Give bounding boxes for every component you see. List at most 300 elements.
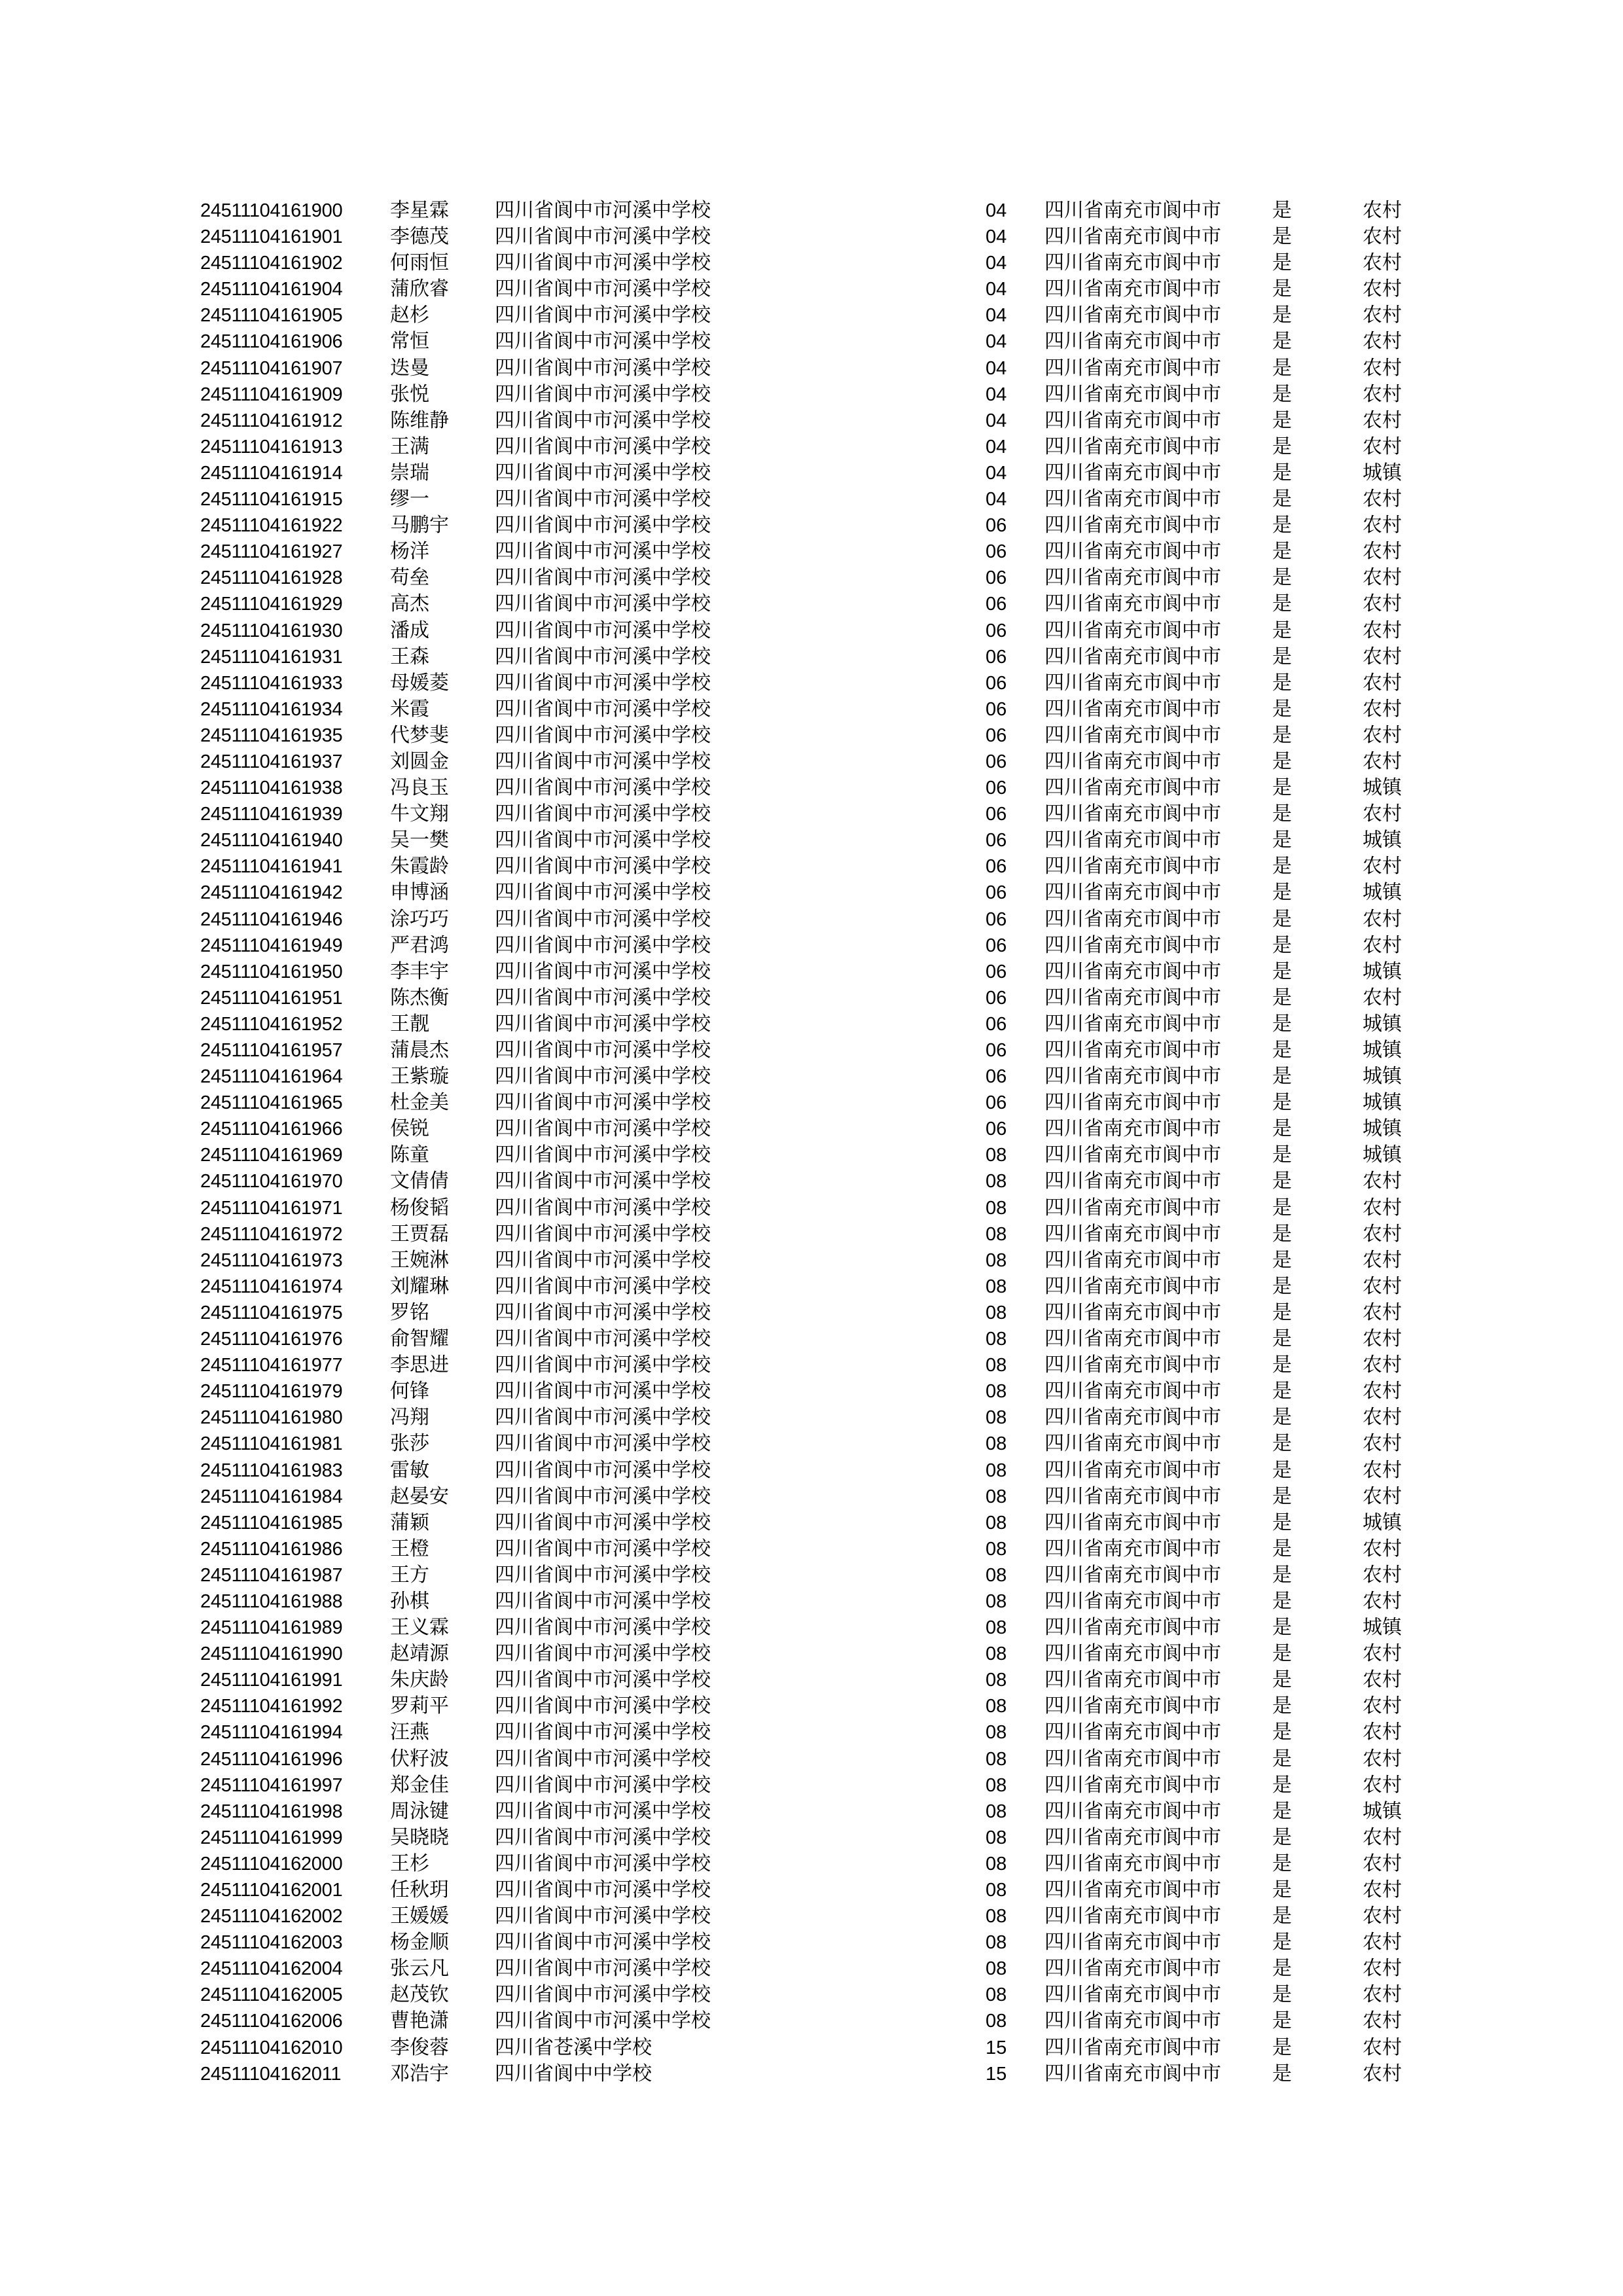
student-name: 杜金美 xyxy=(390,1091,449,1115)
table-row xyxy=(200,1693,1431,1719)
residence-type: 农村 xyxy=(1363,592,1402,616)
residence-type: 农村 xyxy=(1363,1380,1402,1403)
category-code: 06 xyxy=(986,882,1007,904)
student-name: 王方 xyxy=(390,1563,429,1587)
category-code: 08 xyxy=(986,1223,1007,1245)
region: 四川省南充市阆中市 xyxy=(1044,645,1221,668)
eligibility-flag: 是 xyxy=(1272,1931,1292,1954)
table-row xyxy=(200,1929,1431,1956)
residence-type: 农村 xyxy=(1363,1668,1402,1692)
residence-type: 城镇 xyxy=(1363,1117,1402,1141)
eligibility-flag: 是 xyxy=(1272,1406,1292,1429)
student-name: 蒲颖 xyxy=(390,1511,429,1534)
region: 四川省南充市阆中市 xyxy=(1044,671,1221,694)
residence-type: 农村 xyxy=(1363,1721,1402,1744)
eligibility-flag: 是 xyxy=(1272,1170,1292,1193)
student-name: 何雨恒 xyxy=(390,251,449,275)
student-name: 冯良玉 xyxy=(390,776,449,800)
student-name: 马鹏宇 xyxy=(390,514,449,537)
school-name: 四川省阆中市河溪中学校 xyxy=(495,435,711,458)
school-name: 四川省阆中市河溪中学校 xyxy=(495,1432,711,1456)
school-name: 四川省阆中市河溪中学校 xyxy=(495,1354,711,1377)
student-name: 崇瑞 xyxy=(390,461,429,484)
category-code: 06 xyxy=(986,1066,1007,1088)
category-code: 08 xyxy=(986,1984,1007,2006)
student-id: 24511104161951 xyxy=(200,987,343,1009)
student-id: 24511104161928 xyxy=(200,567,343,589)
category-code: 08 xyxy=(986,1827,1007,1848)
residence-type: 农村 xyxy=(1363,225,1402,249)
student-id: 24511104161915 xyxy=(200,489,343,511)
table-row xyxy=(200,1588,1431,1615)
student-name: 何锋 xyxy=(390,1380,429,1403)
school-name: 四川省阆中市河溪中学校 xyxy=(495,1117,711,1141)
school-name: 四川省阆中市河溪中学校 xyxy=(495,645,711,668)
category-code: 06 xyxy=(986,567,1007,589)
category-code: 06 xyxy=(986,646,1007,668)
residence-type: 农村 xyxy=(1363,514,1402,537)
residence-type: 农村 xyxy=(1363,199,1402,222)
category-code: 08 xyxy=(986,1145,1007,1166)
eligibility-flag: 是 xyxy=(1272,1091,1292,1115)
category-code: 06 xyxy=(986,935,1007,956)
table-row xyxy=(200,1510,1431,1536)
school-name: 四川省阆中市河溪中学校 xyxy=(495,1721,711,1744)
region: 四川省南充市阆中市 xyxy=(1044,225,1221,249)
residence-type: 农村 xyxy=(1363,645,1402,668)
category-code: 08 xyxy=(986,1801,1007,1822)
residence-type: 农村 xyxy=(1363,907,1402,931)
student-id: 24511104161927 xyxy=(200,541,343,563)
eligibility-flag: 是 xyxy=(1272,1300,1292,1324)
student-name: 张云凡 xyxy=(390,1957,449,1981)
region: 四川省南充市阆中市 xyxy=(1044,251,1221,275)
school-name: 四川省阆中市河溪中学校 xyxy=(495,933,711,957)
region: 四川省南充市阆中市 xyxy=(1044,592,1221,616)
eligibility-flag: 是 xyxy=(1272,1642,1292,1666)
category-code: 08 xyxy=(986,1722,1007,1744)
student-name: 邓浩宇 xyxy=(390,2062,449,2085)
table-row xyxy=(200,2061,1431,2087)
student-id: 24511104162011 xyxy=(200,2063,342,2085)
eligibility-flag: 是 xyxy=(1272,1458,1292,1482)
student-name: 缪一 xyxy=(390,488,429,511)
student-id: 24511104161989 xyxy=(200,1617,343,1639)
category-code: 06 xyxy=(986,541,1007,563)
table-row xyxy=(200,1851,1431,1877)
school-name: 四川省阆中市河溪中学校 xyxy=(495,1537,711,1560)
region: 四川省南充市阆中市 xyxy=(1044,1878,1221,1901)
school-name: 四川省阆中市河溪中学校 xyxy=(495,1563,711,1587)
school-name: 四川省阆中市河溪中学校 xyxy=(495,592,711,616)
residence-type: 农村 xyxy=(1363,1458,1402,1482)
residence-type: 农村 xyxy=(1363,1327,1402,1351)
student-name: 朱庆龄 xyxy=(390,1668,449,1692)
table-row xyxy=(200,1877,1431,1903)
school-name: 四川省阆中市河溪中学校 xyxy=(495,1274,711,1298)
residence-type: 农村 xyxy=(1363,933,1402,957)
region: 四川省南充市阆中市 xyxy=(1044,1039,1221,1062)
student-id: 24511104161990 xyxy=(200,1643,343,1665)
region: 四川省南充市阆中市 xyxy=(1044,960,1221,983)
region: 四川省南充市阆中市 xyxy=(1044,1852,1221,1875)
student-id: 24511104161985 xyxy=(200,1512,343,1534)
table-row xyxy=(200,1903,1431,1929)
school-name: 四川省阆中市河溪中学校 xyxy=(495,1511,711,1534)
category-code: 08 xyxy=(986,1748,1007,1770)
region: 四川省南充市阆中市 xyxy=(1044,749,1221,773)
category-code: 06 xyxy=(986,672,1007,694)
school-name: 四川省阆中市河溪中学校 xyxy=(495,1300,711,1324)
region: 四川省南充市阆中市 xyxy=(1044,278,1221,301)
student-id: 24511104162003 xyxy=(200,1932,343,1954)
table-row xyxy=(200,1484,1431,1510)
student-id: 24511104161939 xyxy=(200,804,343,825)
student-name: 陈维静 xyxy=(390,408,449,432)
student-name: 俞智耀 xyxy=(390,1327,449,1351)
school-name: 四川省阆中市河溪中学校 xyxy=(495,461,711,484)
eligibility-flag: 是 xyxy=(1272,697,1292,721)
student-id: 24511104161996 xyxy=(200,1748,343,1770)
table-row xyxy=(200,644,1431,670)
eligibility-flag: 是 xyxy=(1272,1616,1292,1640)
eligibility-flag: 是 xyxy=(1272,1274,1292,1298)
region: 四川省南充市阆中市 xyxy=(1044,1537,1221,1560)
residence-type: 农村 xyxy=(1363,1248,1402,1272)
student-id: 24511104161974 xyxy=(200,1276,343,1297)
region: 四川省南充市阆中市 xyxy=(1044,1642,1221,1666)
residence-type: 城镇 xyxy=(1363,1511,1402,1534)
student-name: 王贾磊 xyxy=(390,1222,449,1246)
table-row xyxy=(200,2035,1431,2061)
eligibility-flag: 是 xyxy=(1272,488,1292,511)
student-id: 24511104161957 xyxy=(200,1040,343,1061)
category-code: 08 xyxy=(986,1564,1007,1586)
residence-type: 农村 xyxy=(1363,1773,1402,1797)
residence-type: 农村 xyxy=(1363,1957,1402,1981)
student-id: 24511104161997 xyxy=(200,1774,343,1796)
school-name: 四川省阆中市河溪中学校 xyxy=(495,723,711,747)
student-id: 24511104162005 xyxy=(200,1984,343,2006)
eligibility-flag: 是 xyxy=(1272,1825,1292,1849)
student-name: 朱霞龄 xyxy=(390,855,449,878)
school-name: 四川省阆中市河溪中学校 xyxy=(495,1878,711,1901)
region: 四川省南充市阆中市 xyxy=(1044,435,1221,458)
region: 四川省南充市阆中市 xyxy=(1044,1012,1221,1035)
table-row xyxy=(200,1274,1431,1300)
category-code: 04 xyxy=(986,410,1007,431)
residence-type: 农村 xyxy=(1363,278,1402,301)
eligibility-flag: 是 xyxy=(1272,540,1292,564)
category-code: 08 xyxy=(986,1460,1007,1481)
residence-type: 农村 xyxy=(1363,1852,1402,1875)
category-code: 04 xyxy=(986,357,1007,379)
table-row xyxy=(200,696,1431,723)
region: 四川省南充市阆中市 xyxy=(1044,1432,1221,1456)
school-name: 四川省阆中市河溪中学校 xyxy=(495,566,711,590)
student-id: 24511104161933 xyxy=(200,672,343,694)
student-name: 王义霖 xyxy=(390,1616,449,1640)
table-row xyxy=(200,1064,1431,1090)
eligibility-flag: 是 xyxy=(1272,619,1292,642)
region: 四川省南充市阆中市 xyxy=(1044,1380,1221,1403)
eligibility-flag: 是 xyxy=(1272,1721,1292,1744)
student-name: 侯锐 xyxy=(390,1117,429,1141)
table-row xyxy=(200,670,1431,696)
region: 四川省南充市阆中市 xyxy=(1044,1905,1221,1928)
eligibility-flag: 是 xyxy=(1272,304,1292,327)
category-code: 06 xyxy=(986,987,1007,1009)
eligibility-flag: 是 xyxy=(1272,645,1292,668)
student-id: 24511104161992 xyxy=(200,1696,343,1717)
table-row xyxy=(200,512,1431,539)
category-code: 08 xyxy=(986,1355,1007,1376)
student-name: 李丰宇 xyxy=(390,960,449,983)
table-row xyxy=(200,827,1431,853)
region: 四川省南充市阆中市 xyxy=(1044,1354,1221,1377)
region: 四川省南充市阆中市 xyxy=(1044,723,1221,747)
student-name: 常恒 xyxy=(390,330,429,353)
student-id: 24511104161922 xyxy=(200,515,343,537)
residence-type: 城镇 xyxy=(1363,1616,1402,1640)
eligibility-flag: 是 xyxy=(1272,1957,1292,1981)
student-name: 涂巧巧 xyxy=(390,907,449,931)
student-id: 24511104161931 xyxy=(200,646,343,668)
school-name: 四川省阆中市河溪中学校 xyxy=(495,1484,711,1508)
eligibility-flag: 是 xyxy=(1272,592,1292,616)
region: 四川省南充市阆中市 xyxy=(1044,408,1221,432)
student-name: 王森 xyxy=(390,645,429,668)
category-code: 08 xyxy=(986,2011,1007,2032)
residence-type: 城镇 xyxy=(1363,461,1402,484)
school-name: 四川省阆中市河溪中学校 xyxy=(495,1196,711,1219)
school-name: 四川省阆中市河溪中学校 xyxy=(495,1012,711,1035)
table-row xyxy=(200,1326,1431,1352)
eligibility-flag: 是 xyxy=(1272,723,1292,747)
table-row xyxy=(200,1195,1431,1221)
student-name: 严君鸿 xyxy=(390,933,449,957)
category-code: 04 xyxy=(986,331,1007,353)
category-code: 08 xyxy=(986,1486,1007,1507)
category-code: 08 xyxy=(986,1329,1007,1350)
eligibility-flag: 是 xyxy=(1272,1537,1292,1560)
student-name: 赵靖源 xyxy=(390,1642,449,1666)
student-name: 申博涵 xyxy=(390,881,449,905)
student-id: 24511104161999 xyxy=(200,1827,343,1848)
category-code: 08 xyxy=(986,1512,1007,1534)
category-code: 08 xyxy=(986,1617,1007,1639)
student-id: 24511104161986 xyxy=(200,1538,343,1560)
student-name: 陈杰衡 xyxy=(390,986,449,1009)
residence-type: 农村 xyxy=(1363,2062,1402,2085)
region: 四川省南充市阆中市 xyxy=(1044,1274,1221,1298)
school-name: 四川省阆中市河溪中学校 xyxy=(495,1589,711,1613)
category-code: 08 xyxy=(986,1171,1007,1193)
residence-type: 城镇 xyxy=(1363,1039,1402,1062)
student-name: 孙棋 xyxy=(390,1589,429,1613)
table-row xyxy=(200,434,1431,460)
student-name: 周泳键 xyxy=(390,1799,449,1823)
region: 四川省南充市阆中市 xyxy=(1044,2062,1221,2085)
student-name: 王靓 xyxy=(390,1012,429,1035)
region: 四川省南充市阆中市 xyxy=(1044,933,1221,957)
eligibility-flag: 是 xyxy=(1272,278,1292,301)
category-code: 04 xyxy=(986,305,1007,327)
school-name: 四川省阆中市河溪中学校 xyxy=(495,829,711,852)
category-code: 04 xyxy=(986,436,1007,457)
category-code: 04 xyxy=(986,489,1007,511)
eligibility-flag: 是 xyxy=(1272,907,1292,931)
school-name: 四川省阆中市河溪中学校 xyxy=(495,619,711,642)
school-name: 四川省阆中市河溪中学校 xyxy=(495,1327,711,1351)
category-code: 08 xyxy=(986,1276,1007,1297)
eligibility-flag: 是 xyxy=(1272,986,1292,1009)
eligibility-flag: 是 xyxy=(1272,1773,1292,1797)
region: 四川省南充市阆中市 xyxy=(1044,986,1221,1009)
region: 四川省南充市阆中市 xyxy=(1044,1248,1221,1272)
residence-type: 农村 xyxy=(1363,855,1402,878)
student-name: 张悦 xyxy=(390,382,429,406)
student-id: 24511104161902 xyxy=(200,253,343,274)
student-name: 杨金顺 xyxy=(390,1931,449,1954)
region: 四川省南充市阆中市 xyxy=(1044,1957,1221,1981)
table-row xyxy=(200,1982,1431,2008)
residence-type: 农村 xyxy=(1363,1354,1402,1377)
student-id: 24511104162006 xyxy=(200,2011,343,2032)
residence-type: 农村 xyxy=(1363,2009,1402,2033)
eligibility-flag: 是 xyxy=(1272,1039,1292,1062)
student-name: 曹艳潇 xyxy=(390,2009,449,2033)
residence-type: 农村 xyxy=(1363,1695,1402,1718)
category-code: 08 xyxy=(986,1302,1007,1323)
region: 四川省南充市阆中市 xyxy=(1044,881,1221,905)
table-row xyxy=(200,224,1431,250)
eligibility-flag: 是 xyxy=(1272,1563,1292,1587)
region: 四川省南充市阆中市 xyxy=(1044,1300,1221,1324)
student-id: 24511104161973 xyxy=(200,1249,343,1271)
table-row xyxy=(200,329,1431,355)
student-id: 24511104161979 xyxy=(200,1381,343,1403)
student-name: 郑金佳 xyxy=(390,1773,449,1797)
school-name: 四川省阆中市河溪中学校 xyxy=(495,1616,711,1640)
residence-type: 城镇 xyxy=(1363,960,1402,983)
eligibility-flag: 是 xyxy=(1272,566,1292,590)
school-name: 四川省阆中市河溪中学校 xyxy=(495,1458,711,1482)
table-row xyxy=(200,1352,1431,1378)
student-id: 24511104161937 xyxy=(200,751,343,772)
category-code: 08 xyxy=(986,1433,1007,1455)
eligibility-flag: 是 xyxy=(1272,933,1292,957)
eligibility-flag: 是 xyxy=(1272,1695,1292,1718)
student-id: 24511104161984 xyxy=(200,1486,343,1507)
student-name: 张莎 xyxy=(390,1432,429,1456)
residence-type: 农村 xyxy=(1363,1432,1402,1456)
residence-type: 农村 xyxy=(1363,671,1402,694)
student-id: 24511104161980 xyxy=(200,1407,343,1429)
category-code: 08 xyxy=(986,1407,1007,1429)
student-name: 李思进 xyxy=(390,1354,449,1377)
residence-type: 农村 xyxy=(1363,1274,1402,1298)
residence-type: 城镇 xyxy=(1363,1065,1402,1088)
category-code: 06 xyxy=(986,961,1007,982)
school-name: 四川省阆中中学校 xyxy=(495,2062,652,2085)
table-row xyxy=(200,1799,1431,1825)
student-name: 汪燕 xyxy=(390,1721,429,1744)
table-row xyxy=(200,1667,1431,1693)
region: 四川省南充市阆中市 xyxy=(1044,1799,1221,1823)
eligibility-flag: 是 xyxy=(1272,1117,1292,1141)
region: 四川省南充市阆中市 xyxy=(1044,1170,1221,1193)
eligibility-flag: 是 xyxy=(1272,514,1292,537)
student-id: 24511104161901 xyxy=(200,226,343,248)
region: 四川省南充市阆中市 xyxy=(1044,1327,1221,1351)
student-id: 24511104161940 xyxy=(200,830,343,852)
student-name: 罗莉平 xyxy=(390,1695,449,1718)
residence-type: 农村 xyxy=(1363,1300,1402,1324)
table-row xyxy=(200,749,1431,775)
category-code: 08 xyxy=(986,1590,1007,1612)
school-name: 四川省阆中市河溪中学校 xyxy=(495,1931,711,1954)
student-name: 李德茂 xyxy=(390,225,449,249)
category-code: 08 xyxy=(986,1774,1007,1796)
eligibility-flag: 是 xyxy=(1272,1511,1292,1534)
residence-type: 农村 xyxy=(1363,986,1402,1009)
school-name: 四川省阆中市河溪中学校 xyxy=(495,1799,711,1823)
region: 四川省南充市阆中市 xyxy=(1044,1668,1221,1692)
category-code: 06 xyxy=(986,1013,1007,1035)
student-name: 王紫璇 xyxy=(390,1065,449,1088)
student-name: 王媛媛 xyxy=(390,1905,449,1928)
category-code: 08 xyxy=(986,1958,1007,1980)
table-row xyxy=(200,1116,1431,1142)
student-id: 24511104161994 xyxy=(200,1722,343,1744)
school-name: 四川省阆中市河溪中学校 xyxy=(495,855,711,878)
student-id: 24511104161909 xyxy=(200,384,343,405)
student-id: 24511104162004 xyxy=(200,1958,343,1980)
category-code: 08 xyxy=(986,1381,1007,1403)
region: 四川省南充市阆中市 xyxy=(1044,697,1221,721)
residence-type: 农村 xyxy=(1363,697,1402,721)
school-name: 四川省苍溪中学校 xyxy=(495,2036,652,2059)
student-id: 24511104161983 xyxy=(200,1460,343,1481)
region: 四川省南充市阆中市 xyxy=(1044,1589,1221,1613)
student-id: 24511104161907 xyxy=(200,357,343,379)
residence-type: 城镇 xyxy=(1363,829,1402,852)
student-id: 24511104161934 xyxy=(200,698,343,720)
school-name: 四川省阆中市河溪中学校 xyxy=(495,960,711,983)
school-name: 四川省阆中市河溪中学校 xyxy=(495,1222,711,1246)
category-code: 06 xyxy=(986,515,1007,537)
school-name: 四川省阆中市河溪中学校 xyxy=(495,1905,711,1928)
category-code: 08 xyxy=(986,1643,1007,1665)
student-name: 赵茂钦 xyxy=(390,1983,449,2007)
table-row xyxy=(200,539,1431,565)
region: 四川省南充市阆中市 xyxy=(1044,514,1221,537)
region: 四川省南充市阆中市 xyxy=(1044,566,1221,590)
eligibility-flag: 是 xyxy=(1272,382,1292,406)
region: 四川省南充市阆中市 xyxy=(1044,330,1221,353)
table-row xyxy=(200,880,1431,906)
eligibility-flag: 是 xyxy=(1272,461,1292,484)
residence-type: 城镇 xyxy=(1363,776,1402,800)
table-row xyxy=(200,302,1431,329)
region: 四川省南充市阆中市 xyxy=(1044,1747,1221,1770)
region: 四川省南充市阆中市 xyxy=(1044,304,1221,327)
school-name: 四川省阆中市河溪中学校 xyxy=(495,776,711,800)
region: 四川省南充市阆中市 xyxy=(1044,619,1221,642)
student-id: 24511104161930 xyxy=(200,620,343,641)
category-code: 06 xyxy=(986,1040,1007,1061)
